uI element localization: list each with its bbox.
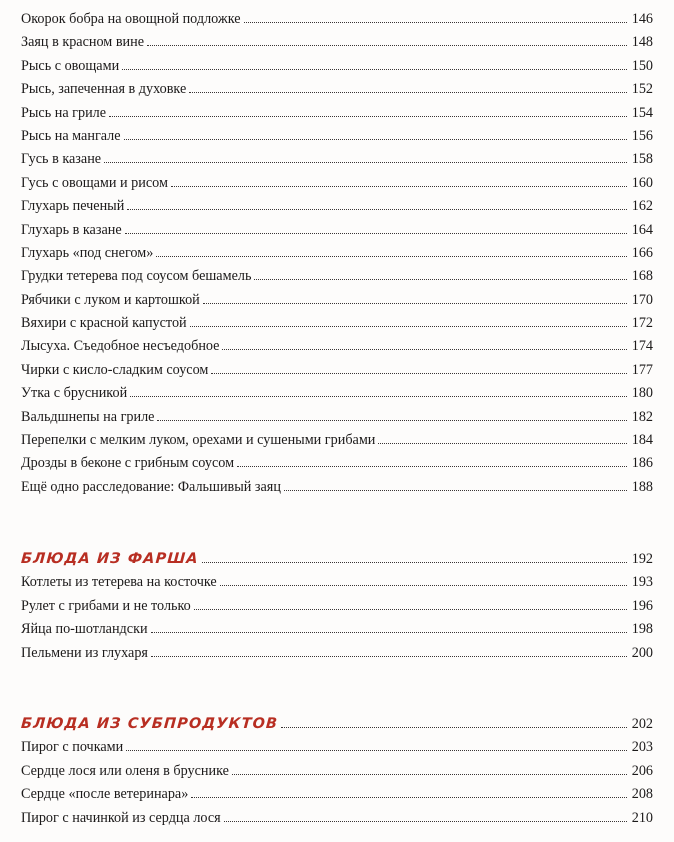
- toc-row: [21, 335, 653, 358]
- toc-row: [21, 382, 653, 405]
- section-heading-row: [21, 548, 653, 571]
- toc-page-number: 203: [631, 739, 653, 756]
- toc-page-number: 162: [631, 198, 653, 215]
- dot-leader: [194, 609, 627, 610]
- toc-page-number: 200: [631, 644, 653, 661]
- toc-title: Заяц в красном вине: [21, 34, 145, 51]
- toc-title: Глухарь в казане: [21, 221, 122, 238]
- toc-row: [21, 312, 653, 335]
- toc-page-number: 210: [631, 809, 653, 826]
- toc-title: Гусь в казане: [21, 151, 102, 168]
- dot-leader: [224, 821, 627, 822]
- toc-title: Утка с брусникой: [21, 385, 128, 402]
- toc-page-number: 160: [631, 174, 653, 191]
- dot-leader: [220, 585, 627, 586]
- toc-title: Пирог с начинкой из сердца лося: [21, 809, 221, 826]
- dot-leader: [104, 162, 627, 163]
- dot-leader: [244, 22, 627, 23]
- toc-page-number: 148: [631, 34, 653, 51]
- dot-leader: [190, 326, 627, 327]
- dot-leader: [211, 373, 626, 374]
- toc-title: Рысь на мангале: [21, 127, 121, 144]
- toc-page-number: 206: [631, 762, 653, 779]
- dot-leader: [191, 797, 626, 798]
- section-subproducts: [21, 713, 653, 830]
- toc-row: [21, 642, 653, 665]
- toc-title: Рысь на гриле: [21, 104, 107, 121]
- toc-title: Сердце лося или оленя в бруснике: [21, 762, 229, 779]
- toc-title: Яйца по-шотландски: [21, 621, 148, 638]
- toc-page-number: 170: [631, 291, 653, 308]
- table-of-contents: [21, 8, 653, 499]
- section-heading-row: [21, 713, 653, 736]
- toc-title: Вальдшнепы на гриле: [21, 408, 155, 425]
- toc-title: Рысь, запеченная в духовке: [21, 81, 187, 98]
- toc-title: Пирог с почками: [21, 739, 124, 756]
- toc-title: Рябчики с луком и картошкой: [21, 291, 200, 308]
- toc-row: [21, 476, 653, 499]
- dot-leader: [151, 656, 627, 657]
- toc-title: Ещё одно расследование: Фальшивый заяц: [21, 478, 281, 495]
- dot-leader: [127, 209, 626, 210]
- toc-page-number: 168: [631, 268, 653, 285]
- dot-leader: [109, 116, 627, 117]
- toc-title: Глухарь печеный: [21, 198, 125, 215]
- toc-row: [21, 172, 653, 195]
- toc-page-number: 186: [631, 455, 653, 472]
- dot-leader: [237, 466, 627, 467]
- toc-page-number: 182: [631, 408, 653, 425]
- toc-row: [21, 618, 653, 641]
- dot-leader: [378, 443, 626, 444]
- toc-row: [21, 406, 653, 429]
- toc-row: [21, 219, 653, 242]
- toc-row: [21, 55, 653, 78]
- toc-page-number: 208: [631, 786, 653, 803]
- toc-title: Вяхири с красной капустой: [21, 315, 187, 332]
- toc-row: [21, 8, 653, 31]
- toc-title: Лысуха. Съедобное несъедобное: [21, 338, 220, 355]
- toc-title: Котлеты из тетерева на косточке: [21, 574, 217, 591]
- toc-page-number: 156: [631, 127, 653, 144]
- toc-page-number: 177: [631, 361, 653, 378]
- toc-page-number: 196: [631, 597, 653, 614]
- toc-row: [21, 148, 653, 171]
- dot-leader: [126, 750, 626, 751]
- dot-leader: [130, 396, 627, 397]
- section-farsh: [21, 548, 653, 665]
- toc-row: [21, 289, 653, 312]
- dot-leader: [284, 490, 627, 491]
- toc-title: Окорок бобра на овощной подложке: [21, 11, 241, 27]
- section-heading: БЛЮДА ИЗ СУБПРОДУКТОВ: [20, 716, 279, 732]
- toc-title: Дрозды в беконе с грибным соусом: [21, 455, 235, 472]
- toc-row: [21, 102, 653, 125]
- toc-row: [21, 807, 653, 830]
- toc-page-number: 184: [631, 432, 653, 449]
- dot-leader: [189, 92, 626, 93]
- section-heading: БЛЮДА ИЗ ФАРША: [20, 551, 200, 567]
- toc-title: Гусь с овощами и рисом: [21, 174, 168, 191]
- toc-page-number: 158: [631, 151, 653, 168]
- toc-row: [21, 125, 653, 148]
- toc-title: Пельмени из глухаря: [21, 644, 148, 661]
- toc-row: [21, 429, 653, 452]
- toc-title: Сердце «после ветеринара»: [21, 786, 189, 803]
- toc-page-number: 164: [631, 221, 653, 238]
- toc-page-number: 198: [631, 621, 653, 638]
- dot-leader: [281, 727, 627, 728]
- toc-page-number: 152: [631, 81, 653, 98]
- dot-leader: [157, 420, 626, 421]
- toc-title: Рысь с овощами: [21, 57, 120, 74]
- dot-leader: [171, 186, 627, 187]
- toc-page-number: 174: [631, 338, 653, 355]
- toc-row: [21, 452, 653, 475]
- toc-page-number: 150: [631, 57, 653, 74]
- dot-leader: [147, 45, 627, 46]
- toc-title: Перепелки с мелким луком, орехами и сушеными грибами: [21, 432, 376, 449]
- toc-row: [21, 195, 653, 218]
- toc-row: [21, 595, 653, 618]
- toc-page-number: 192: [631, 551, 653, 567]
- dot-leader: [151, 632, 627, 633]
- toc-row: [21, 265, 653, 288]
- toc-page-number: 172: [631, 315, 653, 332]
- toc-row: [21, 242, 653, 265]
- toc-title: Глухарь «под снегом»: [21, 244, 154, 261]
- dot-leader: [156, 256, 626, 257]
- dot-leader: [125, 233, 627, 234]
- toc-row: [21, 359, 653, 382]
- toc-page-number: 202: [631, 716, 653, 732]
- toc-row: [21, 571, 653, 594]
- toc-page-number: 180: [631, 385, 653, 402]
- toc-page-number: 193: [631, 574, 653, 591]
- dot-leader: [232, 774, 627, 775]
- toc-page-number: 146: [631, 11, 653, 27]
- dot-leader: [203, 303, 627, 304]
- toc-row: [21, 736, 653, 759]
- toc-row: [21, 78, 653, 101]
- toc-row: [21, 760, 653, 783]
- toc-page-number: 154: [631, 104, 653, 121]
- dot-leader: [124, 139, 627, 140]
- toc-page-number: 188: [631, 478, 653, 495]
- toc-page-number: 166: [631, 244, 653, 261]
- dot-leader: [202, 562, 627, 563]
- toc-title: Чирки с кисло-сладким соусом: [21, 361, 209, 378]
- toc-title: Рулет с грибами и не только: [21, 597, 191, 614]
- toc-title: Грудки тетерева под соусом бешамель: [21, 268, 252, 285]
- dot-leader: [254, 279, 626, 280]
- dot-leader: [122, 69, 627, 70]
- toc-row: [21, 31, 653, 54]
- toc-row: [21, 783, 653, 806]
- dot-leader: [222, 349, 626, 350]
